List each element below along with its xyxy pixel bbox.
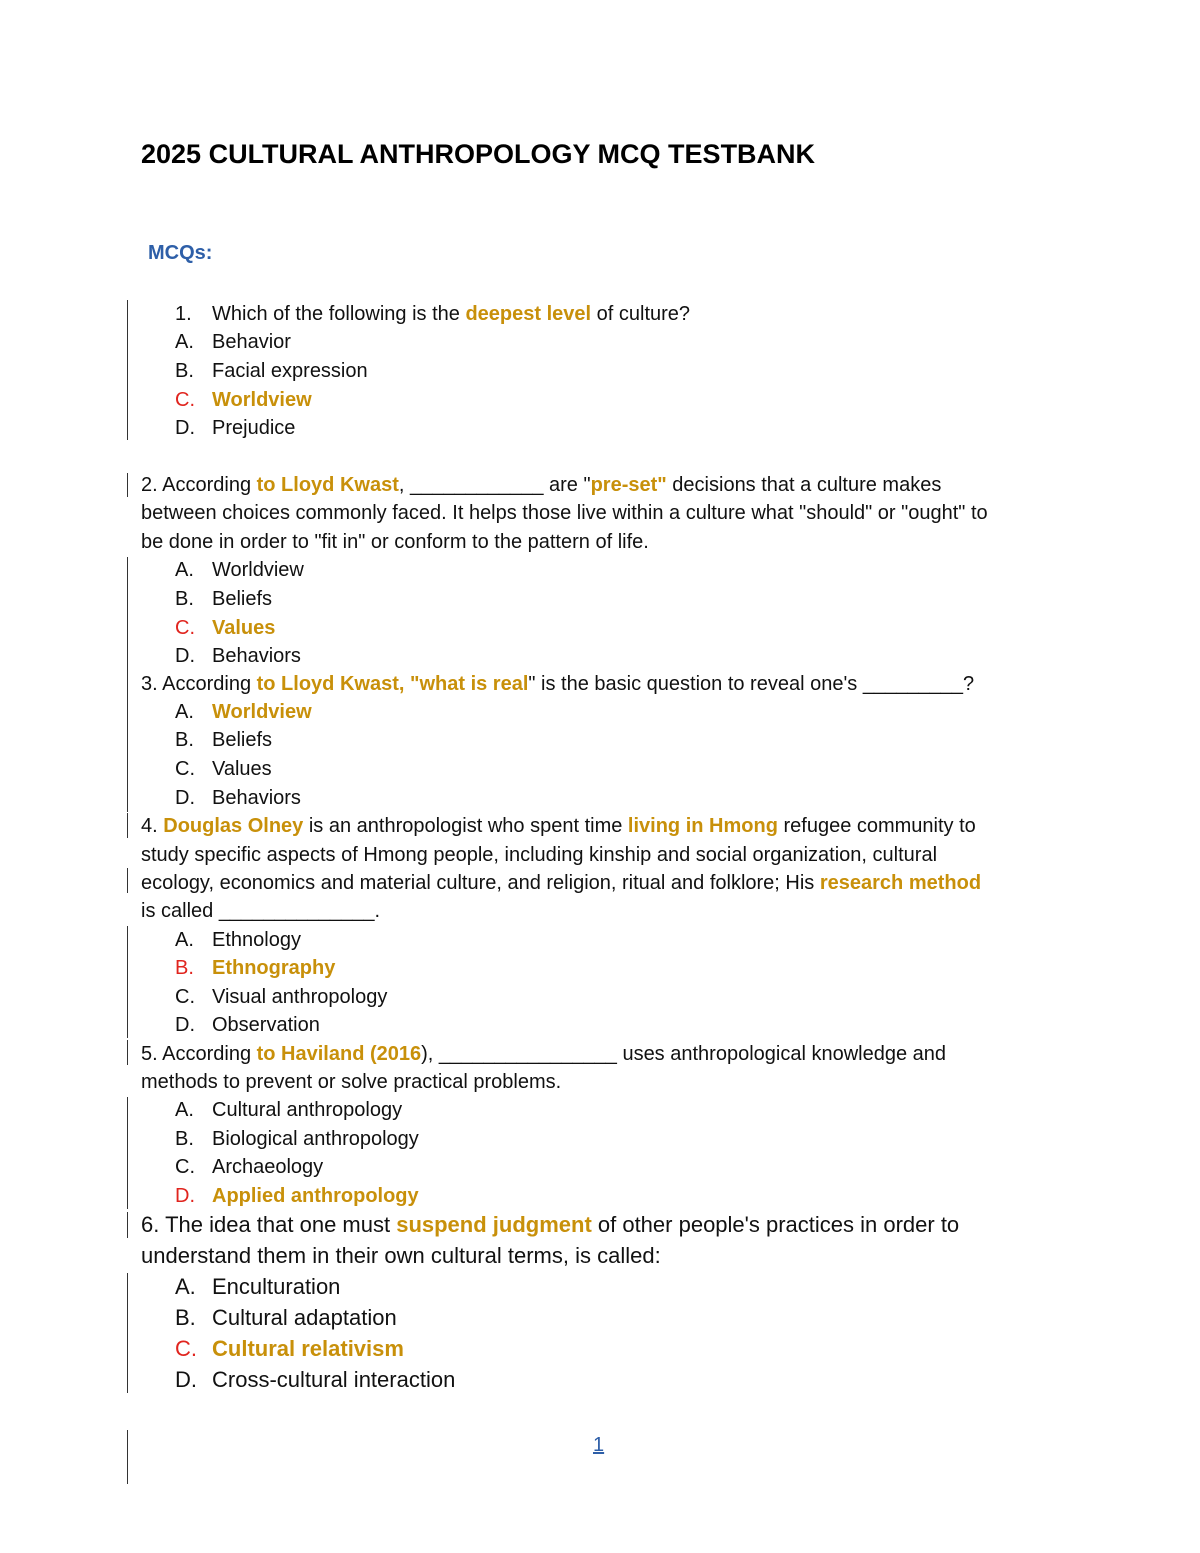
option-item	[175, 328, 291, 356]
revision-bar	[127, 868, 128, 893]
option-text: Behavior	[212, 331, 291, 353]
option-text: Cross-cultural interaction	[212, 1367, 456, 1392]
option-letter: D.	[175, 1185, 195, 1207]
revision-bar	[127, 557, 128, 812]
option-item	[175, 414, 295, 442]
option-letter: C.	[175, 986, 195, 1008]
option-letter: A.	[175, 331, 194, 353]
option-text: Behaviors	[212, 645, 301, 667]
revision-bar	[127, 1040, 128, 1065]
option-item-correct	[175, 1182, 419, 1210]
option-letter: A.	[175, 1099, 194, 1121]
section-heading: MCQs:	[148, 242, 213, 264]
option-item	[175, 1125, 419, 1153]
question-text: 4.	[141, 815, 164, 837]
option-letter: D.	[175, 645, 195, 667]
option-item	[175, 755, 272, 783]
option-letter: C.	[175, 389, 195, 411]
option-item	[175, 357, 368, 385]
option-item	[175, 1011, 320, 1039]
question-text: methods to prevent or solve practical problems.	[141, 1071, 562, 1093]
option-text: Values	[212, 758, 272, 780]
question-text: 3. According	[141, 673, 257, 695]
option-letter: C.	[175, 1336, 197, 1361]
revision-bar	[127, 926, 128, 1038]
question-text: ecology, economics and material culture, and religion, ritual and folklore; His	[141, 872, 820, 894]
question-text: refugee community to	[777, 815, 976, 837]
question-2	[141, 471, 941, 499]
option-text: Ethnology	[212, 929, 301, 951]
page-number-link[interactable]: 1	[593, 1434, 605, 1456]
option-text: Visual anthropology	[212, 986, 388, 1008]
option-text: Facial expression	[212, 360, 368, 382]
option-item	[175, 926, 301, 954]
option-letter: B.	[175, 957, 194, 979]
option-text: Enculturation	[212, 1274, 341, 1299]
question-text-line	[141, 869, 981, 897]
question-3	[141, 670, 974, 698]
question-text: between choices commonly faced. It helps those live within a culture what "should" or "ought" to	[141, 502, 988, 524]
option-letter: D.	[175, 417, 195, 439]
option-text: Worldview	[212, 389, 312, 411]
question-text: 2. According	[141, 474, 257, 496]
question-1	[175, 300, 690, 328]
question-text: of other people's practices in order to	[591, 1212, 960, 1237]
option-item-correct	[175, 1335, 404, 1363]
option-text: Prejudice	[212, 417, 296, 439]
highlight-text: to Lloyd Kwast	[256, 474, 399, 496]
highlight-text: Douglas Olney	[163, 815, 304, 837]
option-text: Worldview	[212, 701, 312, 723]
option-item-correct	[175, 614, 275, 642]
question-text: is called ______________.	[141, 900, 381, 922]
document-title: 2025 CULTURAL ANTHROPOLOGY MCQ TESTBANK	[141, 139, 816, 169]
question-text: 6. The idea that one must	[141, 1212, 397, 1237]
highlight-text: suspend judgment	[396, 1212, 592, 1237]
question-text: ), ________________ uses anthropological knowledge and	[421, 1043, 947, 1065]
revision-bar	[127, 300, 128, 440]
question-text: decisions that a culture makes	[666, 474, 942, 496]
question-5	[141, 1040, 946, 1068]
option-item	[175, 726, 272, 754]
question-4	[141, 812, 976, 840]
option-item	[175, 1273, 340, 1301]
option-letter: D.	[175, 1014, 195, 1036]
highlight-text: pre-set"	[590, 474, 667, 496]
question-text: study specific aspects of Hmong people, including kinship and social organization, cultural	[141, 844, 938, 866]
option-letter: B.	[175, 360, 194, 382]
option-letter: A.	[175, 1274, 196, 1299]
option-item	[175, 1304, 397, 1332]
highlight-text: deepest level	[465, 303, 592, 325]
revision-bar	[127, 1273, 128, 1393]
highlight-text: to Lloyd Kwast, "	[256, 673, 420, 695]
question-text: , ____________ are "	[398, 474, 591, 496]
option-text: Cultural anthropology	[212, 1099, 403, 1121]
revision-bar	[127, 1212, 128, 1238]
option-letter: B.	[175, 1128, 194, 1150]
option-item	[175, 1366, 455, 1394]
question-number: 1.	[175, 303, 192, 325]
option-text: Cultural relativism	[212, 1336, 404, 1361]
option-text: Beliefs	[212, 729, 273, 751]
option-item	[175, 642, 301, 670]
option-text: Cultural adaptation	[212, 1305, 397, 1330]
highlight-text: what is real	[419, 673, 529, 695]
option-item	[175, 1153, 323, 1181]
option-letter: B.	[175, 588, 194, 610]
option-letter: A.	[175, 929, 194, 951]
revision-bar	[127, 1430, 128, 1484]
question-text: is an anthropologist who spent time	[303, 815, 628, 837]
option-text: Behaviors	[212, 787, 301, 809]
option-letter: B.	[175, 729, 194, 751]
option-letter: C.	[175, 1156, 195, 1178]
option-text: Applied anthropology	[212, 1185, 419, 1207]
option-text: Observation	[212, 1014, 320, 1036]
question-6	[141, 1211, 959, 1239]
option-item-correct	[175, 386, 312, 414]
question-text: 5. According	[141, 1043, 257, 1065]
question-text: be done in order to "fit in" or conform to the pattern of life.	[141, 531, 649, 553]
option-item-correct	[175, 698, 312, 726]
option-item	[175, 983, 387, 1011]
revision-bar	[127, 1097, 128, 1209]
option-item-correct	[175, 954, 335, 982]
option-item	[175, 585, 272, 613]
revision-bar	[127, 813, 128, 838]
option-text: Ethnography	[212, 957, 336, 979]
question-text: " is the basic question to reveal one's _________?	[528, 673, 975, 695]
option-text: Worldview	[212, 559, 304, 581]
option-letter: A.	[175, 559, 194, 581]
option-text: Biological anthropology	[212, 1128, 419, 1150]
question-text: understand them in their own cultural terms, is called:	[141, 1243, 661, 1268]
option-item	[175, 556, 304, 584]
option-text: Values	[212, 617, 276, 639]
question-text: Which of the following is the	[212, 303, 466, 325]
option-letter: A.	[175, 701, 194, 723]
option-item	[175, 1096, 402, 1124]
option-text: Beliefs	[212, 588, 273, 610]
option-letter: D.	[175, 787, 195, 809]
option-text: Archaeology	[212, 1156, 324, 1178]
option-letter: C.	[175, 617, 195, 639]
highlight-text: living in Hmong	[627, 815, 778, 837]
highlight-text: to Haviland (2016	[256, 1043, 422, 1065]
option-letter: C.	[175, 758, 195, 780]
option-letter: B.	[175, 1305, 196, 1330]
highlight-text: research method	[819, 872, 982, 894]
revision-bar	[127, 473, 128, 497]
option-item	[175, 784, 301, 812]
option-letter: D.	[175, 1367, 197, 1392]
question-text: of culture?	[591, 303, 691, 325]
